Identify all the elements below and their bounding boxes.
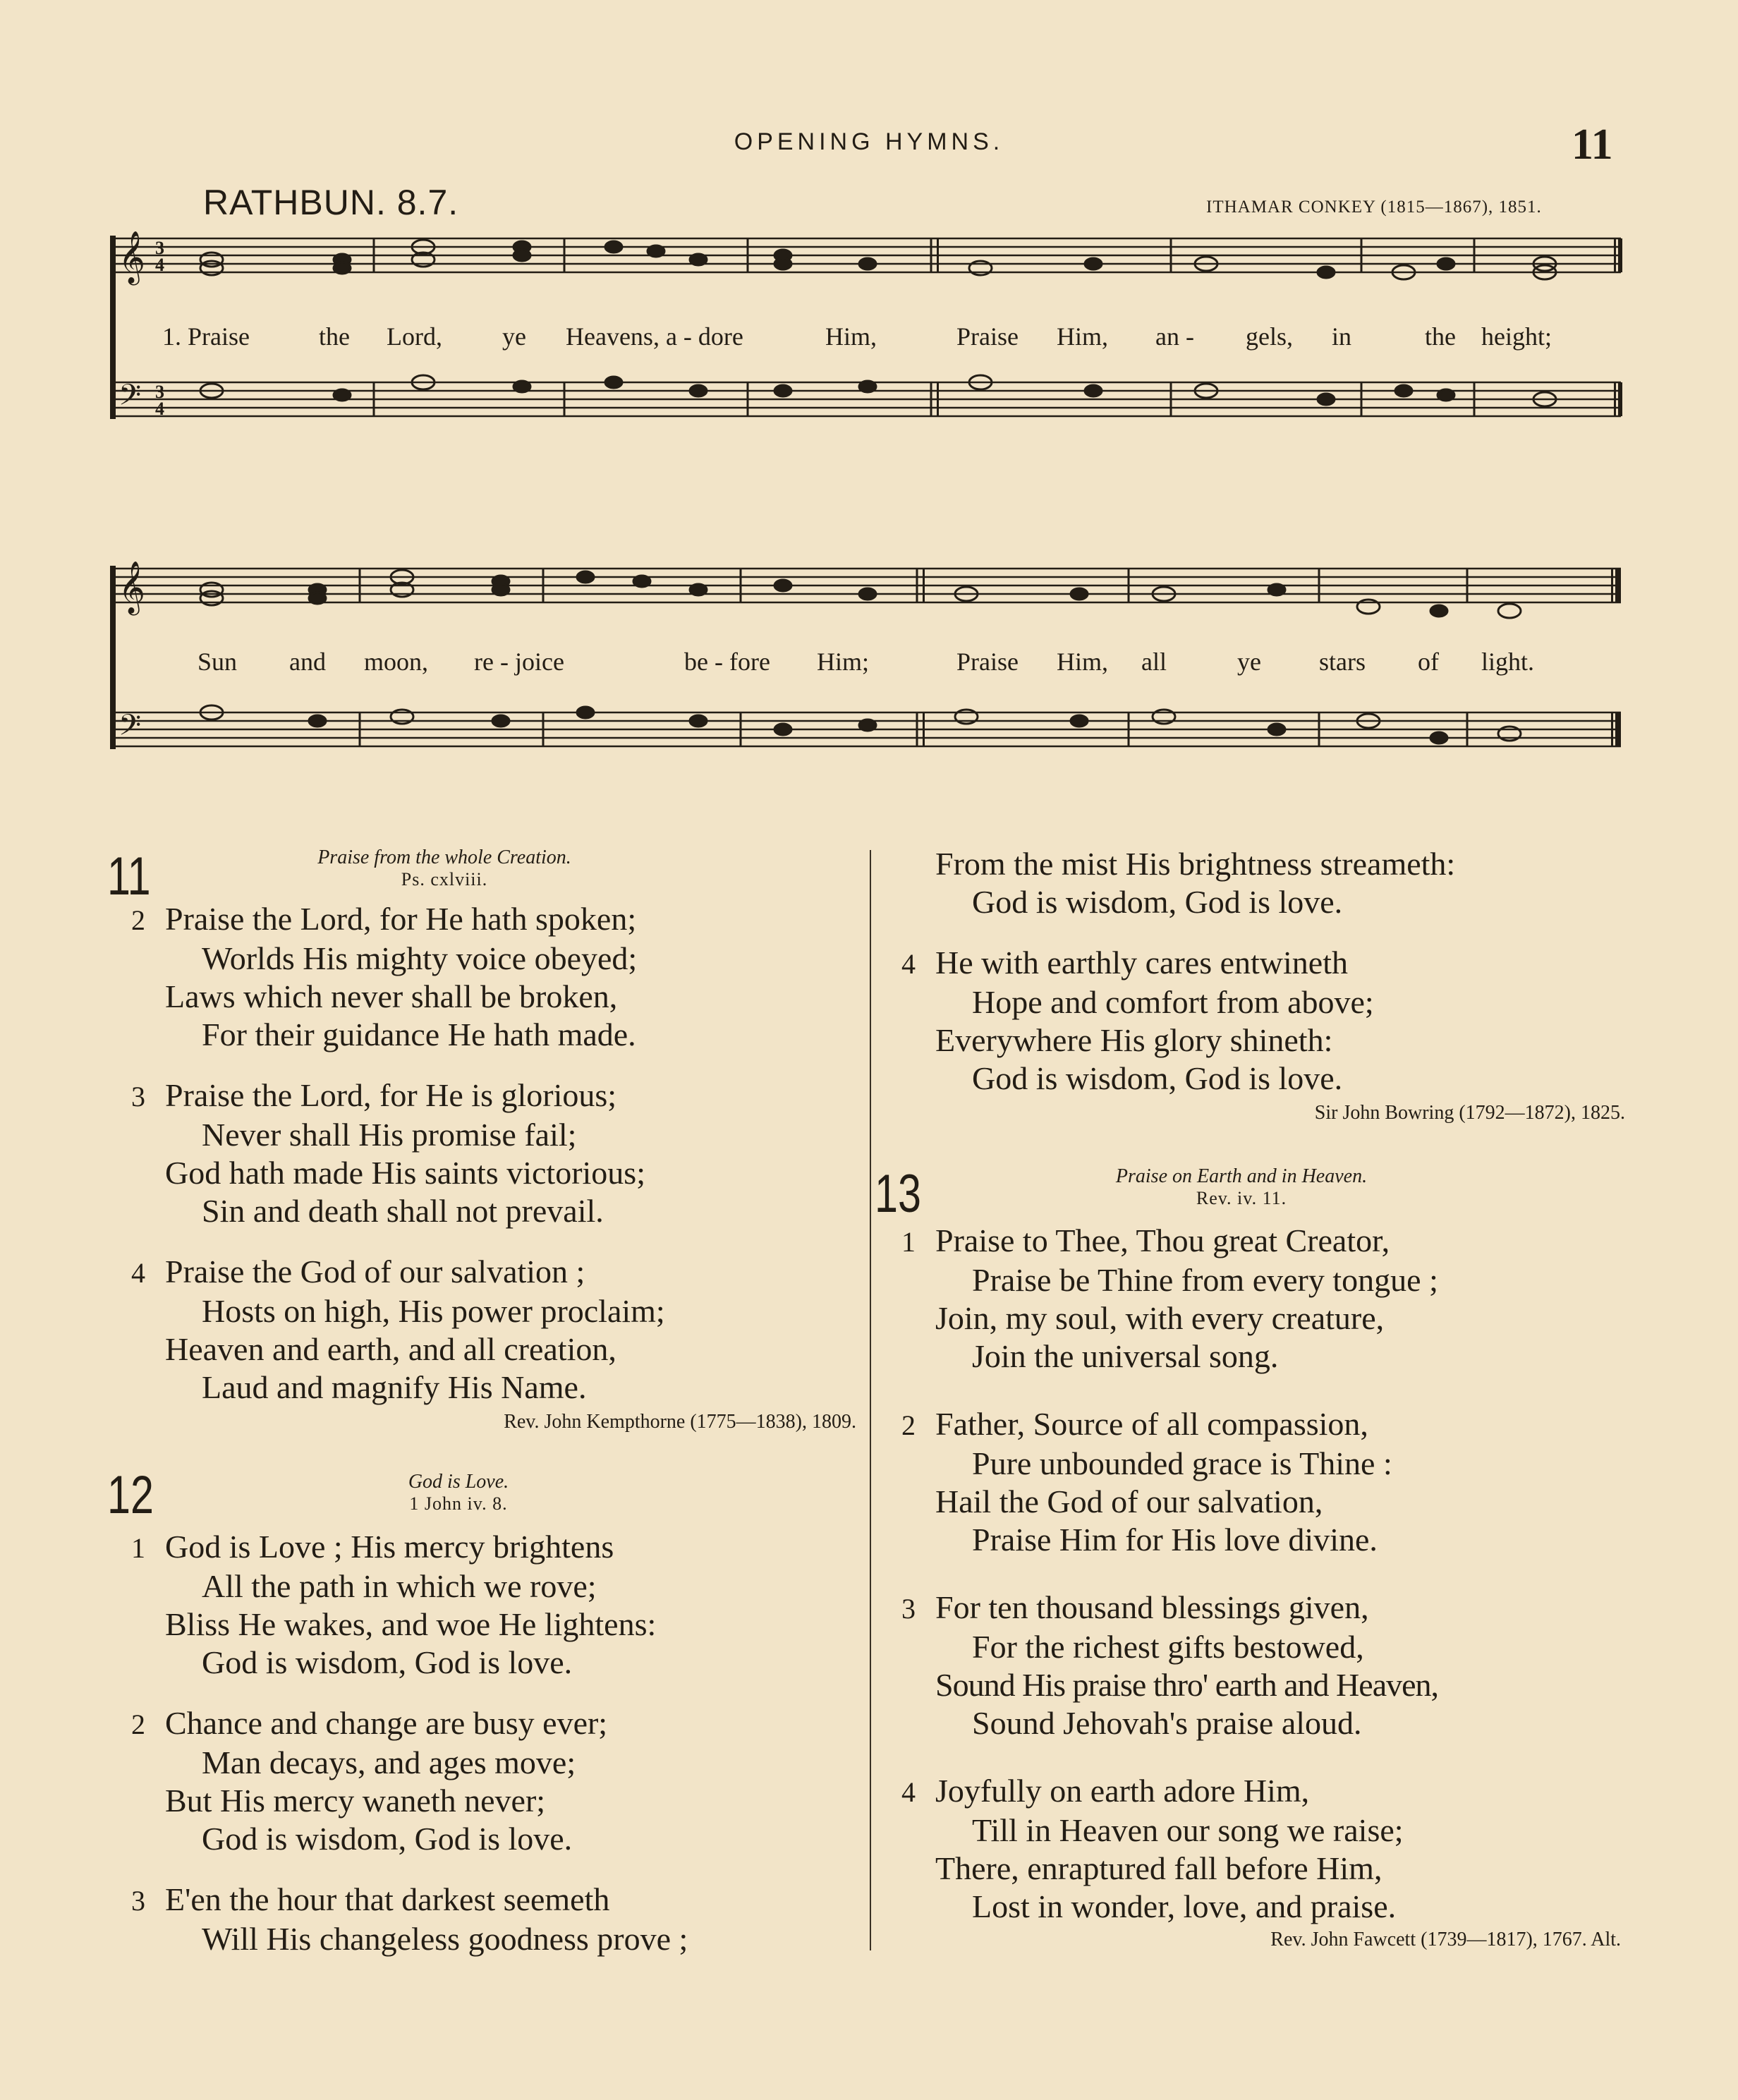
hymn-11-ref: Ps. cxlviii. — [401, 869, 488, 890]
verse-line: Father, Source of all compassion, — [935, 1406, 1368, 1442]
lyric-syllable: Sun — [198, 648, 238, 676]
verse-line: Will His changeless goodness prove ; — [202, 1921, 688, 1957]
lyric-syllable: the — [1425, 322, 1456, 351]
hymn-13-heading — [1023, 1165, 1460, 1209]
verse-number: 3 — [131, 1081, 145, 1112]
verse-line: Laws which never shall be broken, — [165, 978, 618, 1014]
verse-number: 2 — [131, 1708, 145, 1740]
composer-credit: ITHAMAR CONKEY (1815—1867), 1851. — [1206, 198, 1542, 217]
lyric-syllable: 1. Praise — [162, 322, 250, 351]
hymn-13-title: Praise on Earth and in Heaven. — [1115, 1165, 1368, 1187]
svg-text:𝄢: 𝄢 — [119, 708, 142, 749]
hymn-11-verses — [131, 900, 856, 1433]
verse-line: For ten thousand blessings given, — [935, 1589, 1369, 1625]
verse-line: Laud and magnify His Name. — [202, 1369, 587, 1405]
lyric-syllable: Him, — [1057, 322, 1109, 351]
lyric-syllable: an - — [1155, 322, 1194, 351]
verse-line: Sound His praise thro' earth and Heaven, — [935, 1667, 1439, 1703]
hymn-12-heading — [353, 1471, 564, 1515]
verse-line: For the richest gifts bestowed, — [972, 1629, 1364, 1665]
verse-number: 3 — [901, 1593, 916, 1625]
hymn-11-heading — [268, 846, 621, 890]
verse-line: There, enraptured fall before Him, — [935, 1850, 1382, 1886]
verse-number: 2 — [131, 904, 145, 936]
verse-line: Praise the Lord, for He is glorious; — [165, 1077, 617, 1113]
lyric-syllable: height; — [1481, 322, 1552, 351]
verse-line: Hail the God of our salvation, — [935, 1483, 1323, 1519]
verse-line: Praise to Thee, Thou great Creator, — [935, 1222, 1390, 1258]
svg-text:𝄞: 𝄞 — [119, 562, 145, 614]
verse-line: But His mercy waneth never; — [165, 1783, 546, 1819]
lyric-syllable: in — [1332, 322, 1352, 351]
verse — [901, 845, 1607, 921]
column-divider — [870, 850, 871, 1950]
verse-line: God is wisdom, God is love. — [202, 1644, 573, 1680]
verse-line: Praise the God of our salvation ; — [165, 1254, 585, 1289]
verse-line: Till in Heaven our song we raise; — [972, 1812, 1404, 1848]
verse — [131, 1704, 837, 1858]
lyric-syllable: re - joice — [474, 648, 564, 676]
verse-line: God is wisdom, God is love. — [972, 1060, 1343, 1096]
verse-line: Join, my soul, with every creature, — [935, 1300, 1385, 1336]
hymn-12-verses-right — [901, 845, 1625, 1124]
lyric-syllable: stars — [1319, 648, 1366, 676]
verse-line: E'en the hour that darkest seemeth — [165, 1881, 610, 1917]
verse — [131, 1076, 837, 1230]
verse-line: Everywhere His glory shineth: — [935, 1022, 1333, 1058]
hymn-13-verses — [901, 1222, 1621, 1951]
hymn-12-verses-left — [131, 1528, 837, 1958]
verse-number: 4 — [901, 1776, 916, 1808]
verse-line: Man decays, and ages move; — [202, 1744, 576, 1780]
verse — [131, 1253, 837, 1407]
verse — [901, 1405, 1607, 1559]
hymn-13-author: Rev. John Fawcett (1739—1817), 1767. Alt. — [1270, 1929, 1621, 1950]
verse-line: Join the universal song. — [972, 1338, 1279, 1374]
verse-line: God is wisdom, God is love. — [972, 884, 1343, 920]
lyric-syllable: Heavens, a - dore — [566, 322, 743, 351]
lyric-syllable: Him, — [1057, 648, 1109, 676]
hymn-11-title: Praise from the whole Creation. — [317, 846, 571, 868]
hymn-13-ref: Rev. iv. 11. — [1196, 1188, 1287, 1208]
svg-text:3: 3 — [155, 382, 164, 402]
verse — [131, 1881, 837, 1958]
svg-text:𝄢: 𝄢 — [119, 378, 142, 419]
verse-line: Hope and comfort from above; — [972, 984, 1374, 1020]
hymn-12-number: 12 — [107, 1465, 154, 1525]
verse — [901, 1222, 1607, 1376]
verse-line: Joyfully on earth adore Him, — [935, 1773, 1310, 1809]
verse-line: Sound Jehovah's praise aloud. — [972, 1705, 1362, 1741]
lyric-syllable: all — [1141, 648, 1167, 676]
running-head: OPENING HYMNS. — [734, 128, 1004, 155]
svg-text:𝄞: 𝄞 — [119, 231, 145, 284]
lyric-syllable: Praise — [956, 322, 1019, 351]
tune-name: RATHBUN. 8.7. — [203, 183, 459, 222]
lyric-syllable: the — [319, 322, 350, 351]
lyric-syllable: Him, — [825, 322, 877, 351]
lyric-syllable: moon, — [364, 648, 429, 676]
verse-line: From the mist His brightness streameth: — [935, 846, 1456, 882]
verse-line: God hath made His saints victorious; — [165, 1155, 645, 1191]
hymn-12-author: Sir John Bowring (1792—1872), 1825. — [1314, 1102, 1625, 1124]
verse-line: All the path in which we rove; — [202, 1568, 597, 1604]
lyric-syllable: Him; — [817, 648, 870, 676]
verse — [901, 1589, 1607, 1742]
verse-line: God is Love ; His mercy brightens — [165, 1529, 614, 1565]
verse-number: 4 — [901, 948, 916, 980]
hymn-12-title: God is Love. — [408, 1471, 509, 1493]
svg-text:4: 4 — [155, 255, 164, 275]
verse — [131, 1528, 837, 1682]
svg-text:3: 3 — [155, 238, 164, 258]
lyric-syllable: of — [1418, 648, 1439, 676]
lyric-syllable: Praise — [956, 648, 1019, 676]
verse-number: 1 — [901, 1226, 916, 1258]
verse-line: Never shall His promise fail; — [202, 1117, 577, 1153]
verse-number: 3 — [131, 1885, 145, 1917]
lyric-syllable: Lord, — [387, 322, 442, 351]
verse-line: For their guidance He hath made. — [202, 1016, 636, 1052]
page-number: 11 — [1572, 121, 1613, 169]
lyric-syllable: light. — [1481, 648, 1535, 676]
verse-line: Pure unbounded grace is Thine : — [972, 1445, 1392, 1481]
verse-line: Praise Him for His love divine. — [972, 1522, 1378, 1558]
svg-text:4: 4 — [155, 399, 164, 419]
verse-line: Worlds His mighty voice obeyed; — [202, 940, 638, 976]
lyric-syllable: and — [289, 648, 326, 676]
lyric-syllable: gels, — [1246, 322, 1293, 351]
verse-line: Praise be Thine from every tongue ; — [972, 1262, 1438, 1298]
verse — [901, 1772, 1607, 1926]
hymn-13-number: 13 — [875, 1164, 921, 1224]
verse-line: He with earthly cares entwineth — [935, 945, 1348, 981]
verse-line: God is wisdom, God is love. — [202, 1821, 573, 1857]
verse-number: 4 — [131, 1257, 145, 1289]
verse-line: Sin and death shall not prevail. — [202, 1193, 604, 1229]
hymn-11-author: Rev. John Kempthorne (1775—1838), 1809. — [504, 1411, 856, 1433]
hymn-12-ref: 1 John iv. 8. — [409, 1493, 508, 1514]
lyric-syllable: ye — [502, 322, 526, 351]
verse-line: Lost in wonder, love, and praise. — [972, 1888, 1397, 1924]
verse — [901, 944, 1607, 1098]
lyric-syllable: be - fore — [684, 648, 770, 676]
verse-line: Bliss He wakes, and woe He lightens: — [165, 1606, 657, 1642]
verse-line: Chance and change are busy ever; — [165, 1705, 608, 1741]
hymn-11-number: 11 — [107, 846, 151, 906]
verse-number: 1 — [131, 1532, 145, 1564]
verse-number: 2 — [901, 1409, 916, 1441]
verse-line: Praise the Lord, for He hath spoken; — [165, 901, 637, 937]
verse — [131, 900, 837, 1054]
lyric-syllable: ye — [1237, 648, 1261, 676]
verse-line: Heaven and earth, and all creation, — [165, 1331, 616, 1367]
verse-line: Hosts on high, His power proclaim; — [202, 1293, 665, 1329]
